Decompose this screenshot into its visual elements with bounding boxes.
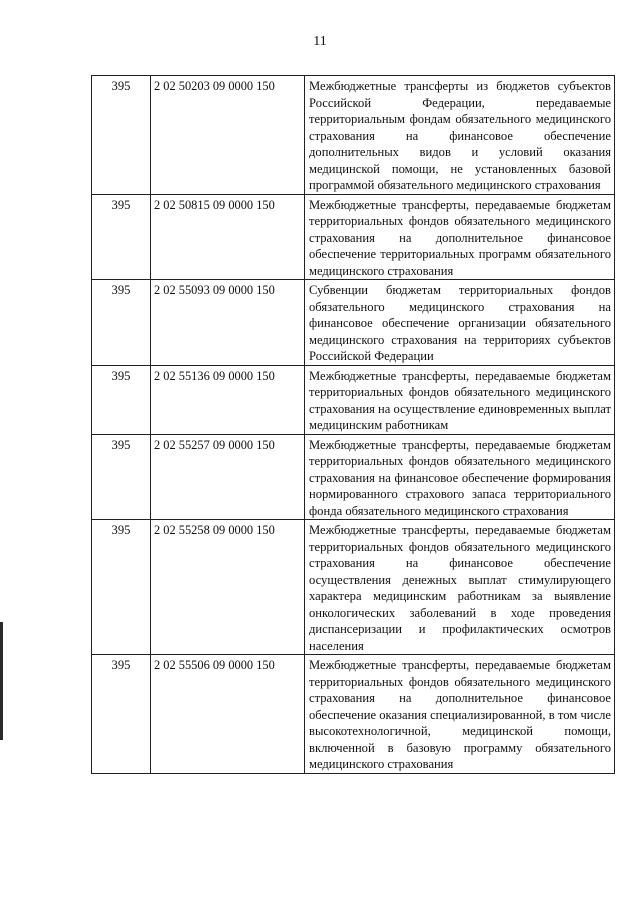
admin-code-cell: 395: [92, 520, 151, 655]
description-cell: Межбюджетные трансферты из бюджетов субъектов Российской Федерации, передаваемые территориальным фондам обязательного медицинского страхования на финансовое обеспечение дополнительных видов и условий оказания медицинской помощи, не установленных базовой программой обязательного медицинского страхования: [305, 76, 615, 195]
admin-code-cell: 395: [92, 76, 151, 195]
budget-code-cell: 2 02 55257 09 0000 150: [151, 434, 305, 520]
admin-code-cell: 395: [92, 434, 151, 520]
admin-code-cell: 395: [92, 280, 151, 366]
scan-margin-mark: [0, 622, 3, 740]
table-row: [92, 655, 615, 774]
description-cell: Субвенции бюджетам территориальных фондов обязательного медицинского страхования на финансовое обеспечение организации обязательного медицинского страхования на территориях субъектов Российской Федерации: [305, 280, 615, 366]
page-number: 11: [313, 34, 327, 49]
table-row: [92, 520, 615, 655]
budget-codes-table: [91, 75, 615, 774]
budget-code-cell: 2 02 55506 09 0000 150: [151, 655, 305, 774]
table-row: [92, 194, 615, 280]
description-cell: Межбюджетные трансферты, передаваемые бюджетам территориальных фондов обязательного медицинского страхования на финансовое обеспечение осуществления денежных выплат стимулирующего характера медицинским работникам за выявление онкологических заболеваний в ходе проведения диспансеризации и профилактических осмотров населения: [305, 520, 615, 655]
table-row: [92, 434, 615, 520]
description-cell: Межбюджетные трансферты, передаваемые бюджетам территориальных фондов обязательного медицинского страхования на финансовое обеспечение формирования нормированного страхового запаса территориального фонда обязательного медицинского страхования: [305, 434, 615, 520]
budget-code-cell: 2 02 55093 09 0000 150: [151, 280, 305, 366]
budget-code-cell: 2 02 55136 09 0000 150: [151, 365, 305, 434]
budget-code-cell: 2 02 55258 09 0000 150: [151, 520, 305, 655]
table-row: [92, 76, 615, 195]
admin-code-cell: 395: [92, 194, 151, 280]
description-cell: Межбюджетные трансферты, передаваемые бюджетам территориальных фондов обязательного медицинского страхования на дополнительное финансовое обеспечение оказания специализированной, в том числе высокотехнологичной, медицинской помощи, включенной в базовую программу обязательного медицинского страхования: [305, 655, 615, 774]
admin-code-cell: 395: [92, 365, 151, 434]
description-cell: Межбюджетные трансферты, передаваемые бюджетам территориальных фондов обязательного медицинского страхования на дополнительное финансовое обеспечение территориальных программ обязательного медицинского страхования: [305, 194, 615, 280]
table-row: [92, 365, 615, 434]
description-cell: Межбюджетные трансферты, передаваемые бюджетам территориальных фондов обязательного медицинского страхования на осуществление единовременных выплат медицинским работникам: [305, 365, 615, 434]
budget-code-cell: 2 02 50203 09 0000 150: [151, 76, 305, 195]
budget-code-cell: 2 02 50815 09 0000 150: [151, 194, 305, 280]
admin-code-cell: 395: [92, 655, 151, 774]
table-row: [92, 280, 615, 366]
